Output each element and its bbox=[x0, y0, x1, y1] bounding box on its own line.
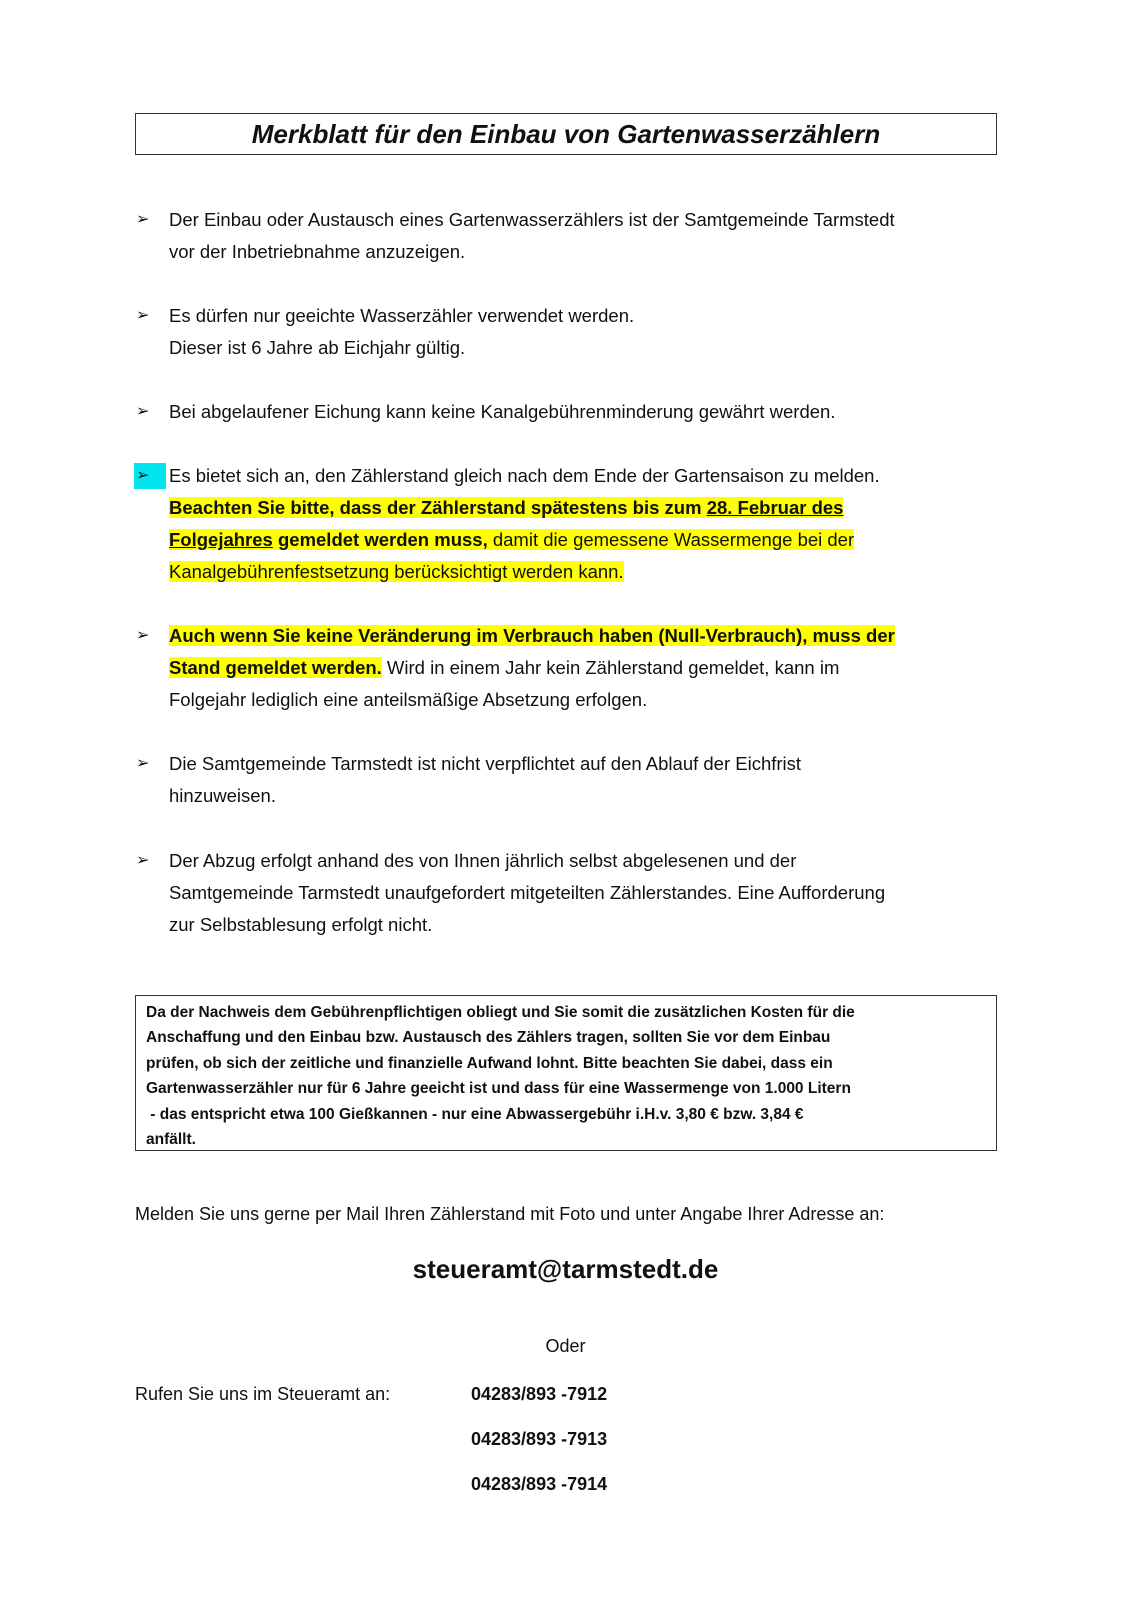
phone-number[interactable]: 04283/893 -7913 bbox=[471, 1429, 608, 1449]
or-text: Oder bbox=[545, 1336, 586, 1356]
bullet-arrow-icon: ➢ bbox=[136, 211, 150, 228]
text-segment: Samtgemeinde Tarmstedt unaufgefordert mitgeteilten Zählerstandes. Eine Aufforderung bbox=[169, 882, 886, 903]
phone-number[interactable]: 04283/893 -7912 bbox=[471, 1384, 608, 1404]
note-line: Da der Nachweis dem Gebührenpflichtigen obliegt und Sie somit die zusätzlichen Kosten für die bbox=[146, 1004, 855, 1021]
text-segment: damit die gemessene Wassermenge bei der bbox=[487, 529, 855, 550]
title-box bbox=[135, 113, 997, 155]
text-segment: 28. Februar des bbox=[706, 497, 844, 518]
bullet-line bbox=[169, 623, 895, 649]
text-segment: Wird in einem Jahr kein Zählerstand gemeldet, kann im bbox=[381, 657, 840, 678]
note-line: prüfen, ob sich der zeitliche und finanzielle Aufwand lohnt. Bitte beachten Sie dabei, dass ein bbox=[146, 1054, 833, 1072]
bullet-line bbox=[169, 399, 835, 425]
bullet-line bbox=[169, 848, 796, 874]
contact-intro: Melden Sie uns gerne per Mail Ihren Zählerstand mit Foto und unter Angabe Ihrer Adresse an: bbox=[135, 1204, 885, 1224]
bullet-line bbox=[169, 207, 895, 233]
text-segment: Kanalgebührenfestsetzung berücksichtigt werden kann. bbox=[169, 561, 624, 582]
text-segment: Folgejahres bbox=[169, 529, 273, 550]
bullet-line bbox=[169, 912, 432, 938]
note-line: Anschaffung und den Einbau bzw. Austausch des Zählers tragen, sollten Sie vor dem Einbau bbox=[146, 1029, 831, 1047]
bullet-line bbox=[169, 687, 647, 713]
bullet-arrow-icon: ➢ bbox=[136, 307, 150, 324]
text-segment: zur Selbstablesung erfolgt nicht. bbox=[169, 914, 433, 935]
note-line: - das entspricht etwa 100 Gießkannen - nur eine Abwassergebühr i.H.v. 3,80 € bzw. 3,84 € bbox=[146, 1105, 804, 1123]
bullet-line bbox=[169, 559, 624, 585]
text-segment: Beachten Sie bitte, dass der Zählerstand spätestens bis zum bbox=[169, 497, 707, 518]
bullet-line bbox=[169, 239, 465, 265]
bullet-line bbox=[169, 495, 843, 521]
bullet-line bbox=[169, 463, 880, 489]
bullet-line bbox=[169, 880, 885, 906]
bullet-line bbox=[169, 303, 634, 329]
bullet-line bbox=[169, 527, 854, 553]
text-segment: Es dürfen nur geeichte Wasserzähler verwendet werden. bbox=[169, 305, 635, 326]
bullet-arrow-icon: ➢ bbox=[136, 852, 150, 869]
page-title: Merkblatt für den Einbau von Gartenwasserzählern bbox=[251, 119, 881, 149]
text-segment: hinzuweisen. bbox=[169, 785, 276, 806]
text-segment: Stand gemeldet werden. bbox=[169, 657, 382, 678]
bullet-arrow-icon: ➢ bbox=[136, 403, 150, 420]
note-line: anfällt. bbox=[146, 1131, 196, 1149]
bullet-line bbox=[169, 335, 465, 361]
text-segment: Der Abzug erfolgt anhand des von Ihnen jährlich selbst abgelesenen und der bbox=[169, 850, 797, 871]
bullet-line bbox=[169, 655, 839, 681]
text-segment: Auch wenn Sie keine Veränderung im Verbrauch haben (Null-Verbrauch), muss der bbox=[169, 625, 895, 646]
note-box bbox=[135, 995, 997, 1151]
text-segment: gemeldet werden muss, bbox=[272, 529, 488, 550]
text-segment: Es bietet sich an, den Zählerstand gleich nach dem Ende der Gartensaison zu melden. bbox=[169, 465, 880, 486]
phone-number[interactable]: 04283/893 -7914 bbox=[471, 1474, 608, 1494]
bullet-arrow-icon: ➢ bbox=[134, 463, 166, 489]
bullet-arrow-icon: ➢ bbox=[136, 627, 150, 644]
bullet-line bbox=[169, 751, 801, 777]
text-segment: Der Einbau oder Austausch eines Gartenwasserzählers ist der Samtgemeinde Tarmstedt bbox=[169, 209, 895, 230]
contact-email[interactable]: steueramt@tarmstedt.de bbox=[412, 1254, 719, 1284]
text-segment: Bei abgelaufener Eichung kann keine Kanalgebührenminderung gewährt werden. bbox=[169, 401, 836, 422]
bullet-line bbox=[169, 783, 276, 809]
note-line: Gartenwasserzähler nur für 6 Jahre geeicht ist und dass für eine Wassermenge von 1.000 Litern bbox=[146, 1080, 851, 1098]
text-segment: vor der Inbetriebnahme anzuzeigen. bbox=[169, 241, 466, 262]
text-segment: Die Samtgemeinde Tarmstedt ist nicht verpflichtet auf den Ablauf der Eichfrist bbox=[169, 753, 802, 774]
bullet-arrow-icon: ➢ bbox=[136, 755, 150, 772]
phone-label: Rufen Sie uns im Steueramt an: bbox=[135, 1384, 391, 1404]
text-segment: Dieser ist 6 Jahre ab Eichjahr gültig. bbox=[169, 337, 466, 358]
text-segment: Folgejahr lediglich eine anteilsmäßige Absetzung erfolgen. bbox=[169, 689, 648, 710]
